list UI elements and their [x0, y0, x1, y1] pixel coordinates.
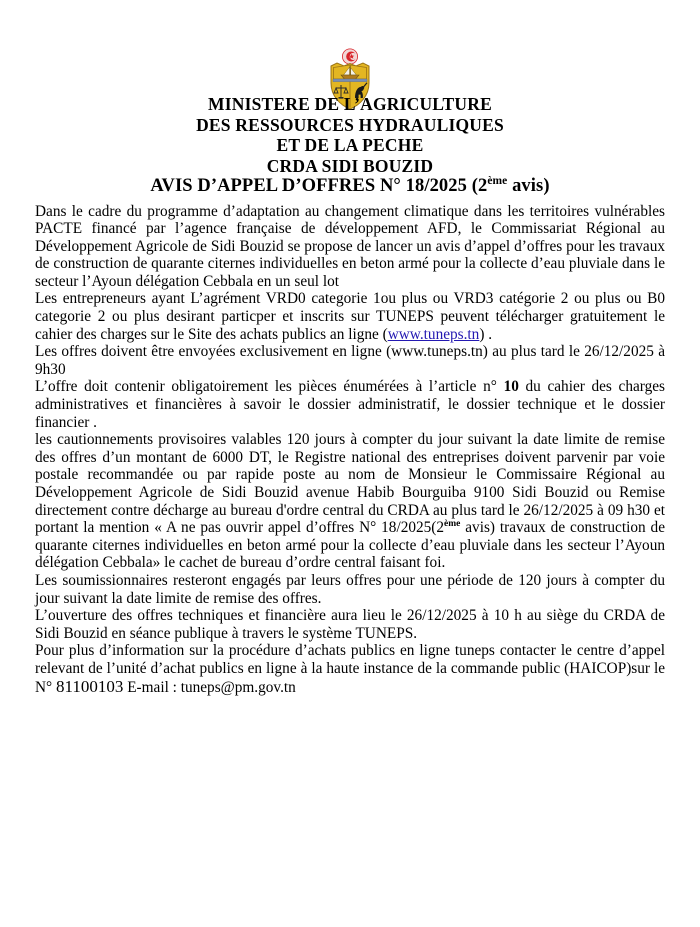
ministry-line-2: DES RESSOURCES HYDRAULIQUES: [196, 114, 504, 135]
paragraph-qualifications: [35, 290, 665, 343]
paragraph-bid-validity: Les soumissionnaires resteront engagés par leurs offres pour une période de 120 jours à compter du jour suivant la date limite de remise des offres.: [35, 571, 665, 607]
document-body: [35, 203, 665, 697]
paragraph-required-documents: [35, 378, 665, 431]
paragraph-bid-opening: L’ouverture des offres techniques et financière aura lieu le 26/12/2025 à 10 h au siège du CRDA de Sidi Bouzid en séance publique à travers le système TUNEPS.: [35, 607, 665, 642]
contact-text-after-phone: E-mail : tuneps@pm.gov.tn: [123, 678, 296, 696]
paragraph-contact-info: [35, 642, 665, 696]
qualifications-text-before-link: Les entrepreneurs ayant L’agrément VRD0 categorie 1ou plus ou VRD3 catégorie 2 ou plus ou B0 categorie 2 ou plus desirant particper et inscrits sur TUNEPS peuvent télécharger gratuitement le cahier des charges sur le Site des achats publics an ligne (: [35, 290, 665, 343]
qualifications-text-after-link: ) .: [479, 325, 493, 343]
tuneps-website-link[interactable]: www.tuneps.tn: [387, 325, 480, 343]
contact-text-before-phone: Pour plus d’information sur la procédure d’achats publics en ligne tuneps contacter le centre d’appel relevant de l’unité d’achat publics en ligne à la haute instance de la commande public (HAICOP)sur le N°: [35, 642, 665, 696]
ministry-line-1: MINISTERE DE L’AGRICULTURE: [208, 94, 492, 114]
bid-bond-text-part1: les cautionnements provisoires valables 120 jours à compter du jour suivant la date limite de remise des offres d’un montant de 6000 DT, le Registre national des entreprises doivent parvenir par voie postale recommandée ou par rapide poste au nom de Monsieur le Commissaire Régional au Développement Agricole de Sidi Bouzid avenue Habib Bourguiba 9100 Sidi Bouzid ou Remise directement contre décharge au bureau d'ordre central du CRDA au plus tard le 26/12/2025 à 09 h30 et portant la mention « A ne pas ouvrir appel d’offres N° 18/2025(2: [35, 431, 665, 537]
ministry-line-3: ET DE LA PECHE: [276, 135, 424, 155]
paragraph-intro: Dans le cadre du programme d’adaptation au changement climatique dans les territoires vulnérables PACTE financé par l’agence française de développement AFD, le Commissariat Régional au Développement Agricole de Sidi Bouzid se propose de lancer un avis d’appel d’offres pour les travaux de construction de quarante citernes individuelles en beton armé pour la collecte d’eau pluviale dans le secteur l’Ayoun délégation Cebbala en un seul lot: [35, 202, 665, 290]
required-documents-text-after: du cahier des charges administratives et financières à savoir le dossier administratif, le dossier technique et le dossier financier .: [35, 378, 665, 431]
bid-bond-text-part2: avis) travaux de construction de quarante citernes individuelles en beton armé pour la collecte d’eau pluviale dans les secteur l’Ayoun délégation Cebbala» le cachet de bureau d’ordre central faisant foi.: [35, 519, 665, 572]
emblem-container: [0, 0, 700, 72]
tender-title-line: [0, 176, 700, 197]
paragraph-bid-bond: [35, 431, 665, 572]
crda-line: CRDA SIDI BOUZID: [266, 155, 434, 176]
tender-title-suffix: avis): [507, 176, 550, 196]
bid-bond-ordinal: ème: [444, 519, 461, 530]
tender-title-ordinal: ème: [487, 174, 508, 187]
document-title-block: [0, 94, 700, 197]
article-number-bold: 10: [503, 378, 519, 396]
required-documents-text-before: L’offre doit contenir obligatoirement les pièces énumérées à l’article n°: [35, 378, 504, 396]
tender-title-prefix: AVIS D’APPEL D’OFFRES N° 18/2025 (2: [150, 176, 488, 196]
haicop-phone-number: 81100103: [56, 676, 124, 696]
paragraph-submission-deadline: Les offres doivent être envoyées exclusivement en ligne (www.tuneps.tn) au plus tard le 26/12/2025 à 9h30: [35, 343, 665, 378]
